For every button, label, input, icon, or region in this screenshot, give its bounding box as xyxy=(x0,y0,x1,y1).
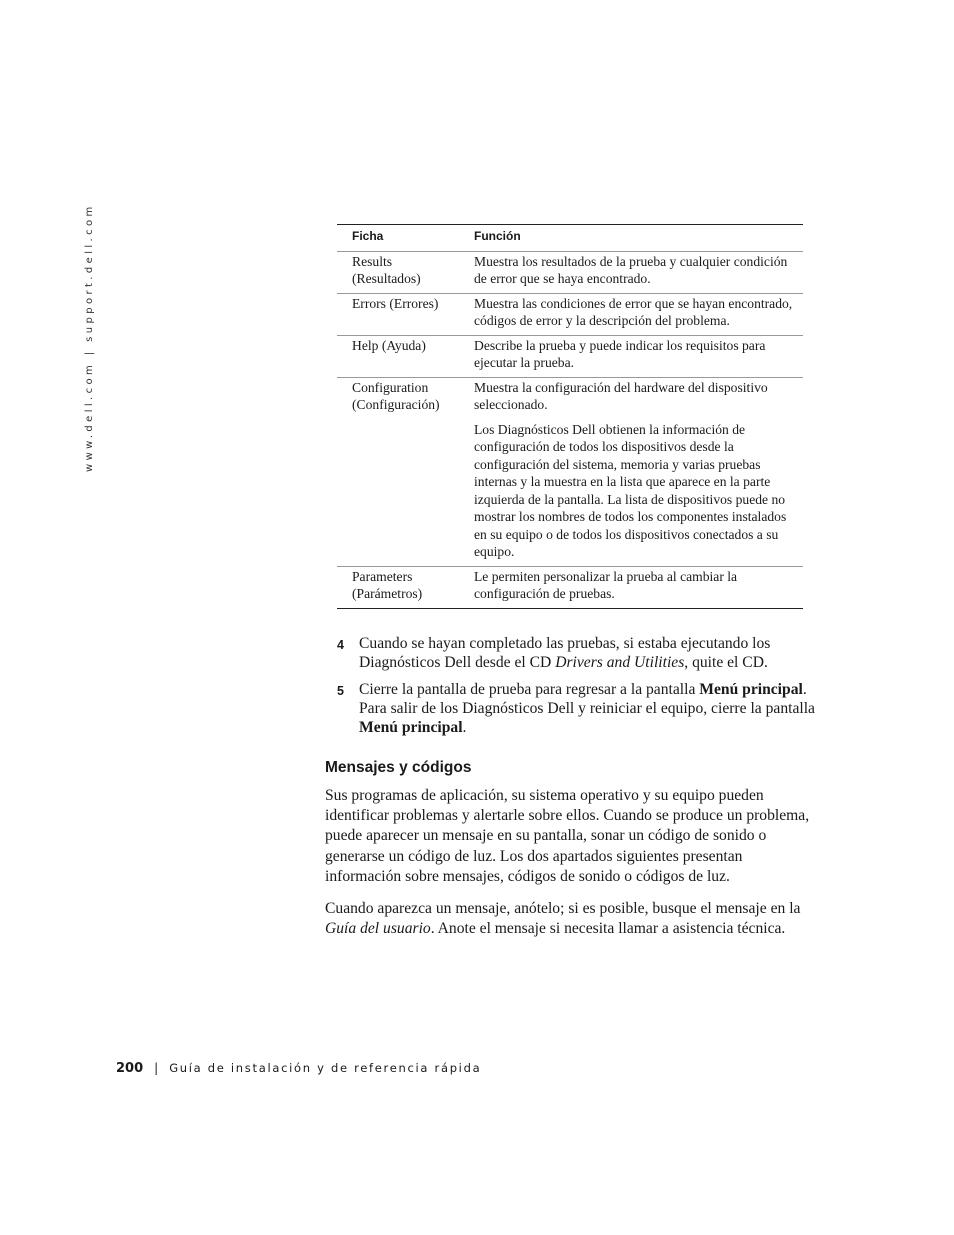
description-text: Los Diagnósticos Dell obtienen la información de configuración de todos los dispositivos desde la configuración del sistema, memoria y varias pruebas internas y la muestra en la lista que aparece en la parte izquierda de la pantalla. La lista de dispositivos puede no mostrar los nombres de todos los componentes instalados en su equipo o de todos los dispositivos conectados a su equipo. xyxy=(474,421,787,559)
step-text: . xyxy=(462,719,467,736)
description-text: Muestra los resultados de la prueba y cualquier condición de error que se haya encontrado. xyxy=(474,253,788,286)
table-row xyxy=(337,251,803,293)
paragraph-text: Cuando aparezca un mensaje, anótelo; si es posible, busque el mensaje en la xyxy=(325,900,801,917)
tab-name-line: (Parámetros) xyxy=(352,586,423,601)
tab-name-cell xyxy=(337,251,459,293)
column-header-funcion: Función xyxy=(474,229,521,243)
step-number: 4 xyxy=(337,638,344,652)
step-text: Cuando se hayan completado las pruebas, si estaba ejecutando los Diagnósticos Dell desde el CD xyxy=(359,635,771,671)
description-text: Describe la prueba y puede indicar los requisitos para ejecutar la prueba. xyxy=(474,337,766,370)
footer-separator: | xyxy=(154,1061,159,1075)
step-number: 5 xyxy=(337,684,344,698)
footer-title: Guía de instalación y de referencia rápida xyxy=(169,1061,482,1075)
tab-name-line: Parameters xyxy=(352,568,413,584)
step-list xyxy=(337,634,817,745)
step-text: Cierre la pantalla de prueba para regresar a la pantalla xyxy=(359,681,700,698)
description-text: Le permiten personalizar la prueba al cambiar la configuración de pruebas. xyxy=(474,568,738,601)
description-cell xyxy=(459,566,803,608)
step-item xyxy=(337,680,817,737)
table-row xyxy=(337,335,803,377)
tab-name-cell xyxy=(337,335,459,377)
description-cell xyxy=(459,335,803,377)
section-title: Mensajes y códigos xyxy=(325,759,472,776)
tab-name-cell xyxy=(337,293,459,335)
body-paragraph xyxy=(325,899,817,939)
paragraph-text: . Anote el mensaje si necesita llamar a asistencia técnica. xyxy=(430,920,786,938)
function-table xyxy=(337,224,803,609)
description-cell xyxy=(459,293,803,335)
tab-name-line: Help (Ayuda) xyxy=(352,337,426,353)
tab-name-line: Errors (Errores) xyxy=(352,295,439,311)
side-url: www.dell.com | support.dell.com xyxy=(84,203,95,472)
step-text: , quite el CD. xyxy=(684,654,768,671)
table-row xyxy=(337,377,803,566)
table-header-row xyxy=(337,225,803,252)
step-item xyxy=(337,634,817,672)
step-bold-text: Menú principal xyxy=(359,719,463,736)
step-italic-text: Drivers and Utilities xyxy=(555,654,685,671)
table-row xyxy=(337,293,803,335)
description-cell xyxy=(459,251,803,293)
step-bold-text: Menú principal xyxy=(699,681,803,698)
description-text: Muestra la configuración del hardware del dispositivo seleccionado. xyxy=(474,379,768,412)
tab-name-cell xyxy=(337,377,459,566)
paragraph-italic-text: Guía del usuario xyxy=(325,920,431,938)
page-number: 200 xyxy=(116,1061,144,1076)
step-text: . Para salir de los Diagnósticos Dell y reiniciar el equipo, cierre la pantalla xyxy=(359,681,815,717)
body-paragraph: Sus programas de aplicación, su sistema operativo y su equipo pueden identificar problemas y alertarle sobre ellos. Cuando se produce un problema, puede aparecer un mensaje en su pantalla, sonar un código de sonido o generarse un código de luz. Los dos apartados siguientes presentan información sobre mensajes, códigos de sonido o códigos de luz. xyxy=(325,787,810,885)
tab-name-line: Results xyxy=(352,253,393,269)
description-text: Muestra las condiciones de error que se hayan encontrado, códigos de error y la descripción del problema. xyxy=(474,295,793,328)
tab-name-line: Configuration xyxy=(352,379,429,395)
table-row xyxy=(337,566,803,608)
tab-name-line: (Resultados) xyxy=(352,271,421,286)
page-footer xyxy=(116,1061,481,1076)
description-cell xyxy=(459,377,803,566)
tab-name-line: (Configuración) xyxy=(352,397,440,412)
column-header-ficha: Ficha xyxy=(352,229,384,243)
tab-name-cell xyxy=(337,566,459,608)
